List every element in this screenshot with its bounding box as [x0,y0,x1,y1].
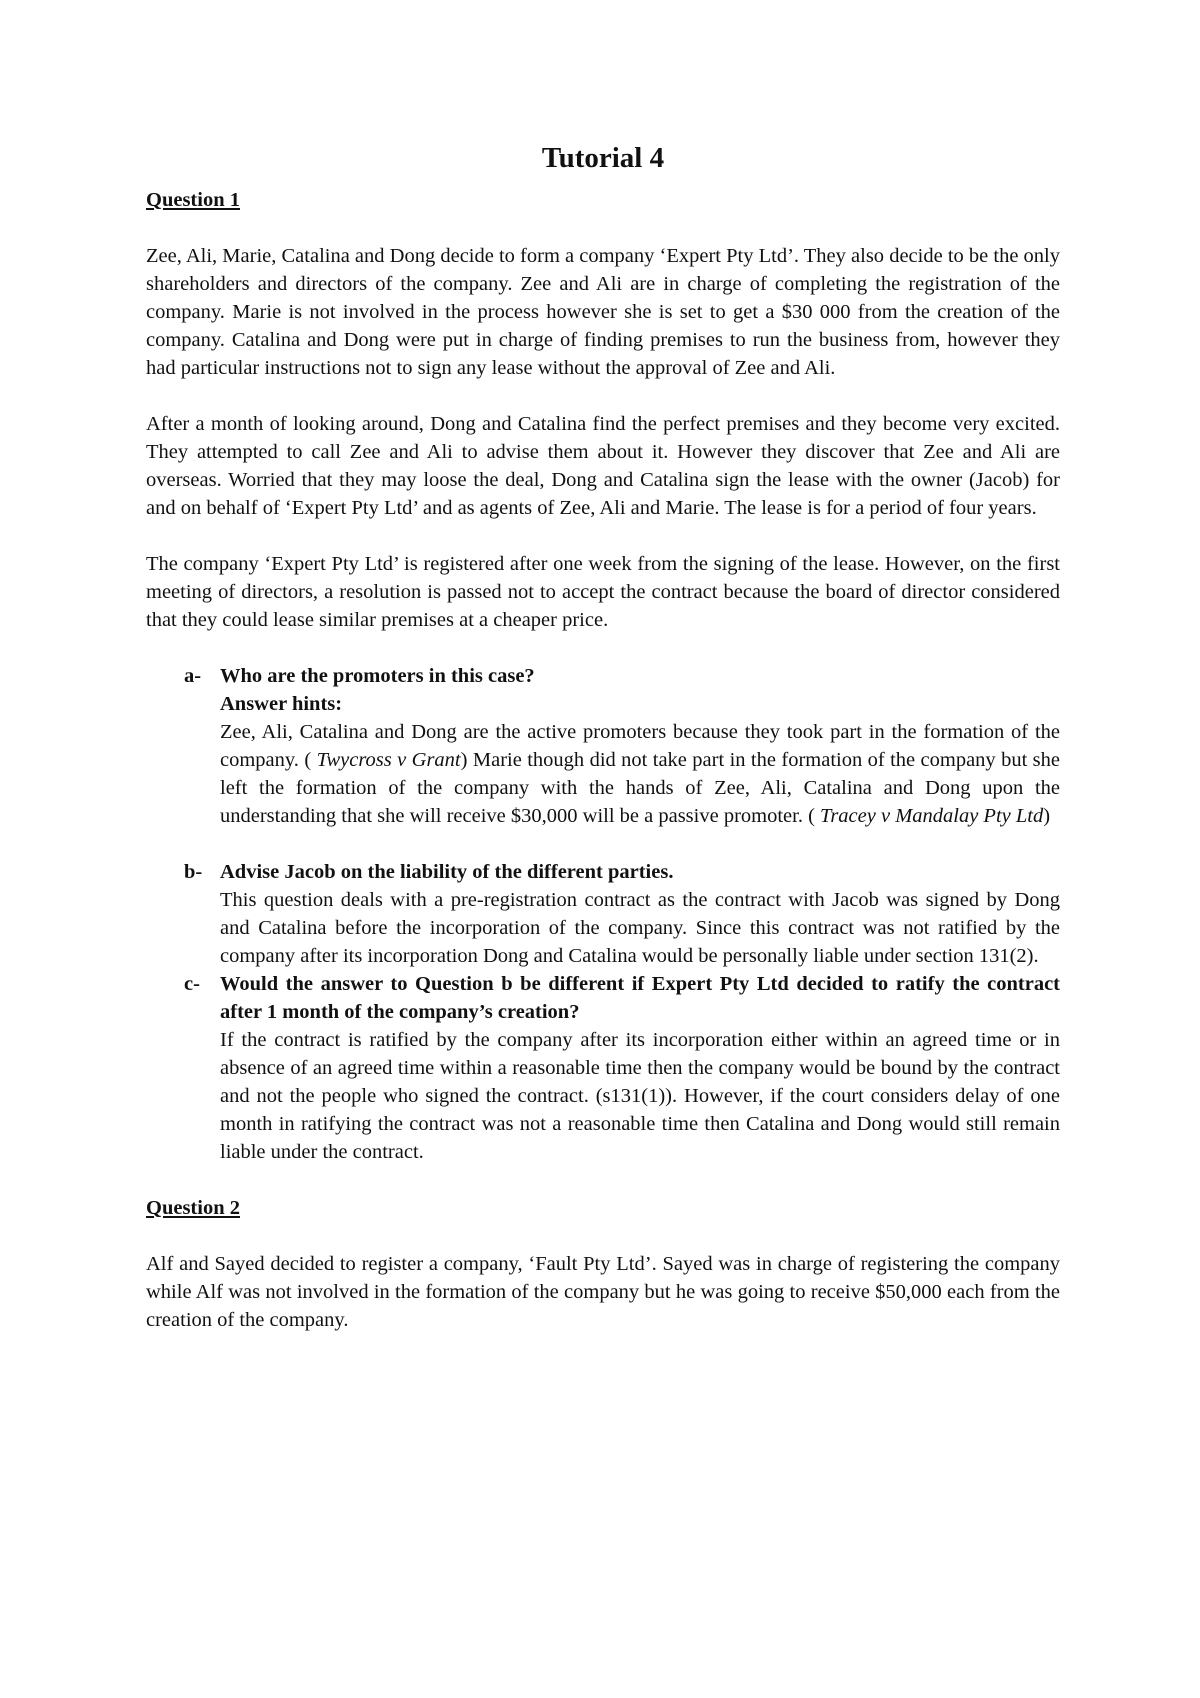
subquestion-c-answer: If the contract is ratified by the company after its incorporation either within an agreed time or in absence of an agreed time within a reasonable time then the company would be bound by the contract and not the people who signed the contract. (s131(1)). However, if the court considers delay of one month in ratifying the contract was not a reasonable time then Catalina and Dong would still remain liable under the contract. [220,1029,1060,1163]
question-1-paragraph-2: After a month of looking around, Dong and Catalina find the perfect premises and they become very excited. They attempted to call Zee and Ali to advise them about it. However they discover that Zee and Ali are overseas. Worried that they may loose the deal, Dong and Catalina sign the lease with the owner (Jacob) for and on behalf of ‘Expert Pty Ltd’ and as agents of Zee, Ali and Marie. The lease is for a period of four years. [146,413,1060,519]
subquestion-a [146,662,1060,830]
subquestion-b-question: Advise Jacob on the liability of the different parties. [220,861,674,883]
subquestion-c [146,970,1060,1166]
document-page [146,140,1060,1362]
answer-hints-label: Answer hints: [220,693,343,715]
subquestion-a-answer-part-1: Zee, Ali, Catalina and Dong are the active promoters because they took part in the formation of the company. ( [220,721,1060,771]
subquestion-b-marker: b- [184,861,203,883]
subquestion-c-question: Would the answer to Question b be different if Expert Pty Ltd decided to ratify the contract after 1 month of the company’s creation? [220,973,1060,1023]
subquestion-a-answer-part-3: ) [1043,805,1051,827]
subquestion-a-marker: a- [184,665,202,687]
subquestion-c-marker: c- [184,973,200,995]
question-1-heading: Question 1 [146,189,240,211]
subquestion-b [146,858,1060,970]
subquestion-b-answer: This question deals with a pre-registration contract as the contract with Jacob was signed by Dong and Catalina before the incorporation of the company. Since this contract was not ratified by the company after its incorporation Dong and Catalina would be personally liable under section 131(2). [220,889,1060,967]
question-2-heading: Question 2 [146,1197,240,1219]
question-1-subquestions [146,662,1060,1166]
case-citation-twycross: Twycross v Grant [316,749,461,771]
subquestion-a-answer-part-2: ) Marie though did not take part in the formation of the company but she left the formation of the company with the hands of Zee, Ali, Catalina and Dong upon the understanding that she will receive $30,000 will be a passive promoter. ( [220,749,1061,827]
question-1-paragraph-3: The company ‘Expert Pty Ltd’ is registered after one week from the signing of the lease. However, on the first meeting of directors, a resolution is passed not to accept the contract because the board of director considered that they could lease similar premises at a cheaper price. [146,553,1060,631]
subquestion-a-question: Who are the promoters in this case? [220,665,535,687]
question-2-paragraph: Alf and Sayed decided to register a company, ‘Fault Pty Ltd’. Sayed was in charge of registering the company while Alf was not involved in the formation of the company but he was going to receive $50,000 each from the creation of the company. [146,1253,1060,1331]
subquestion-a-answer [220,718,1060,830]
question-1-paragraph-1: Zee, Ali, Marie, Catalina and Dong decide to form a company ‘Expert Pty Ltd’. They also decide to be the only shareholders and directors of the company. Zee and Ali are in charge of completing the registration of the company. Marie is not involved in the process however she is set to get a $30 000 from the creation of the company. Catalina and Dong were put in charge of finding premises to run the business from, however they had particular instructions not to sign any lease without the approval of Zee and Ali. [146,245,1060,379]
document-title: Tutorial 4 [541,142,665,174]
case-citation-tracey: Tracey v Mandalay Pty Ltd [820,805,1044,827]
